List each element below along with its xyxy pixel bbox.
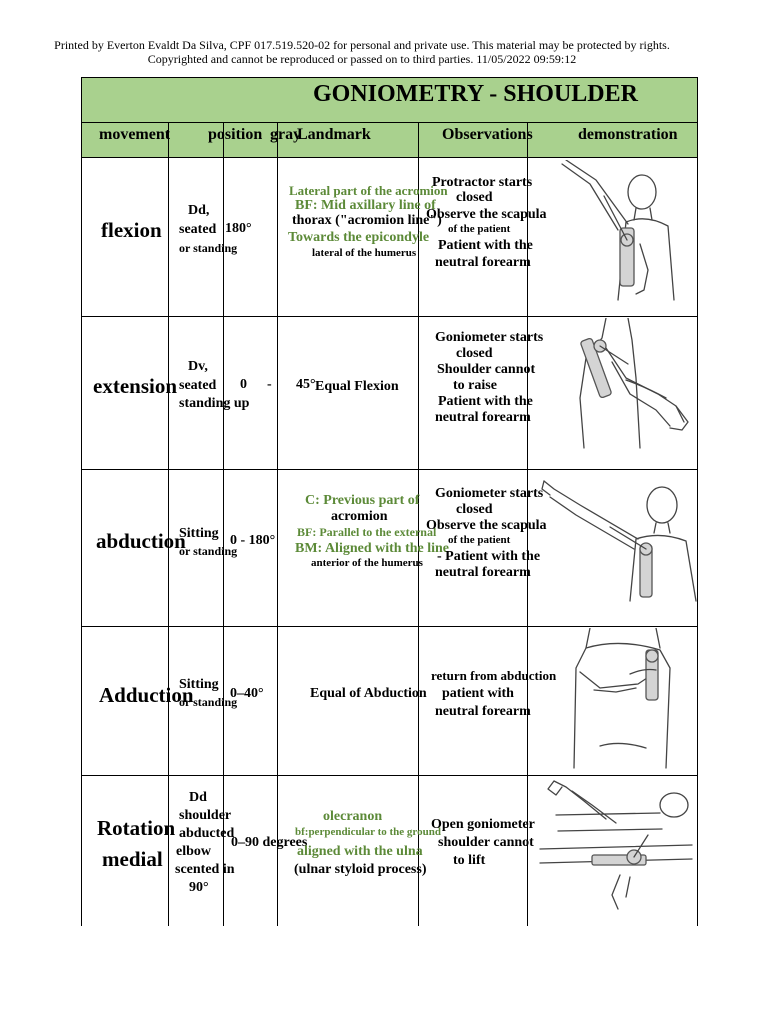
position-text: elbow xyxy=(176,844,211,859)
landmark-text: bf:perpendicular to the ground xyxy=(295,826,441,838)
range-value: - xyxy=(267,377,272,392)
observation-text: Patient with the xyxy=(438,394,533,409)
observation-text: neutral forearm xyxy=(435,410,531,425)
shoulder-adduction-illustration-icon xyxy=(560,628,685,773)
table-title: GONIOMETRY - SHOULDER xyxy=(313,81,638,107)
movement-name: medial xyxy=(102,847,163,871)
range-value: 0 - 180° xyxy=(230,533,276,548)
movement-name: abduction xyxy=(96,529,186,553)
observation-text: Patient with the xyxy=(438,238,533,253)
position-text: or standing xyxy=(179,695,238,709)
observation-text: to lift xyxy=(453,853,486,868)
table-border-top xyxy=(81,77,698,78)
row-divider xyxy=(81,469,698,470)
observation-text: closed xyxy=(456,346,493,361)
shoulder-medial-rotation-illustration-icon xyxy=(536,779,696,919)
shoulder-flexion-illustration-icon xyxy=(556,160,696,305)
landmark-text: olecranon xyxy=(323,809,383,824)
observation-text: Goniometer starts xyxy=(435,330,544,345)
movement-name: Adduction xyxy=(99,683,194,707)
observation-text: patient with xyxy=(442,686,514,701)
table-border-left xyxy=(81,77,82,926)
landmark-text: (ulnar styloid process) xyxy=(294,862,427,877)
observation-text: of the patient xyxy=(448,534,511,546)
observation-text: Observe the scapula xyxy=(426,207,547,222)
observation-text: closed xyxy=(456,502,493,517)
movement-name: flexion xyxy=(101,218,162,242)
landmark-text: Lateral part of the acromion xyxy=(289,183,448,198)
observation-text: return from abduction xyxy=(431,668,557,683)
observation-text: Shoulder cannot xyxy=(437,362,536,377)
column-header-observations: Observations xyxy=(442,126,533,143)
landmark-text: Towards the epicondyle xyxy=(288,230,430,245)
range-value: 45° xyxy=(296,377,316,392)
row-divider xyxy=(81,316,698,317)
landmark-text: BM: Aligned with the line xyxy=(295,541,450,556)
observation-text: to raise xyxy=(453,378,497,393)
row-divider xyxy=(81,626,698,627)
landmark-text: acromion xyxy=(331,509,388,524)
range-value: 0–90 degrees xyxy=(231,835,308,850)
column-header-demonstration: demonstration xyxy=(578,126,678,143)
row-divider xyxy=(81,775,698,776)
position-text: abducted xyxy=(179,826,235,841)
landmark-text: Equal of Abduction xyxy=(310,686,427,701)
column-divider xyxy=(277,122,278,926)
position-text: Dv, xyxy=(188,359,208,374)
shoulder-abduction-illustration-icon xyxy=(540,475,700,605)
column-header-landmark: Landmark xyxy=(297,126,371,143)
position-text: 90° xyxy=(189,880,209,895)
column-header-movement: movement xyxy=(99,126,171,143)
position-text: Sitting xyxy=(179,526,219,541)
observation-text: of the patient xyxy=(448,223,511,235)
range-value: 180° xyxy=(225,221,252,236)
position-text: seated xyxy=(179,378,217,393)
observation-text: closed xyxy=(456,190,493,205)
landmark-text: C: Previous part of xyxy=(305,493,420,508)
landmark-text: BF: Parallel to the external xyxy=(297,525,437,539)
landmark-text: Equal Flexion xyxy=(315,379,399,394)
range-value: 0 xyxy=(240,377,247,392)
position-text: Dd, xyxy=(188,203,210,218)
print-notice-line-1: Printed by Everton Evaldt Da Silva, CPF 017.519.520-02 for personal and private use. This material may be protected by rights. xyxy=(54,38,670,52)
observation-text: Goniometer starts xyxy=(435,486,544,501)
observation-text: neutral forearm xyxy=(435,704,531,719)
observation-text: neutral forearm xyxy=(435,255,531,270)
observation-text: Observe the scapula xyxy=(426,518,547,533)
movement-name: extension xyxy=(93,374,177,398)
position-text: Dd xyxy=(189,790,207,805)
movement-name: Rotation xyxy=(97,816,176,840)
observation-text: Protractor starts xyxy=(432,175,533,190)
landmark-text: thorax ("acromion line") xyxy=(292,213,442,228)
column-header-gray: gray xyxy=(270,126,302,143)
column-divider xyxy=(168,122,169,926)
position-text: standing up xyxy=(179,396,250,411)
header-divider xyxy=(81,157,698,158)
title-divider xyxy=(81,122,698,123)
observation-text: neutral forearm xyxy=(435,565,531,580)
observation-text: - Patient with the xyxy=(437,549,541,564)
position-text: scented in xyxy=(175,862,235,877)
landmark-text: BF: Mid axillary line of xyxy=(295,198,436,213)
print-notice-line-2: Copyrighted and cannot be reproduced or passed on to third parties. 11/05/2022 09:59:12 xyxy=(147,52,577,66)
landmark-text: lateral of the humerus xyxy=(312,247,417,259)
position-text: Sitting xyxy=(179,677,219,692)
position-text: seated xyxy=(179,222,217,237)
print-notice xyxy=(0,38,724,66)
observation-text: shoulder cannot xyxy=(438,835,534,850)
landmark-text: aligned with the ulna xyxy=(297,844,423,859)
observation-text: Open goniometer xyxy=(431,817,535,832)
shoulder-extension-illustration-icon xyxy=(566,318,691,458)
range-value: 0–40° xyxy=(230,686,264,701)
position-text: shoulder xyxy=(179,808,232,823)
position-text: or standing xyxy=(179,544,238,558)
position-text: or standing xyxy=(179,241,238,255)
column-header-position: position xyxy=(208,126,263,143)
landmark-text: anterior of the humerus xyxy=(311,557,423,569)
